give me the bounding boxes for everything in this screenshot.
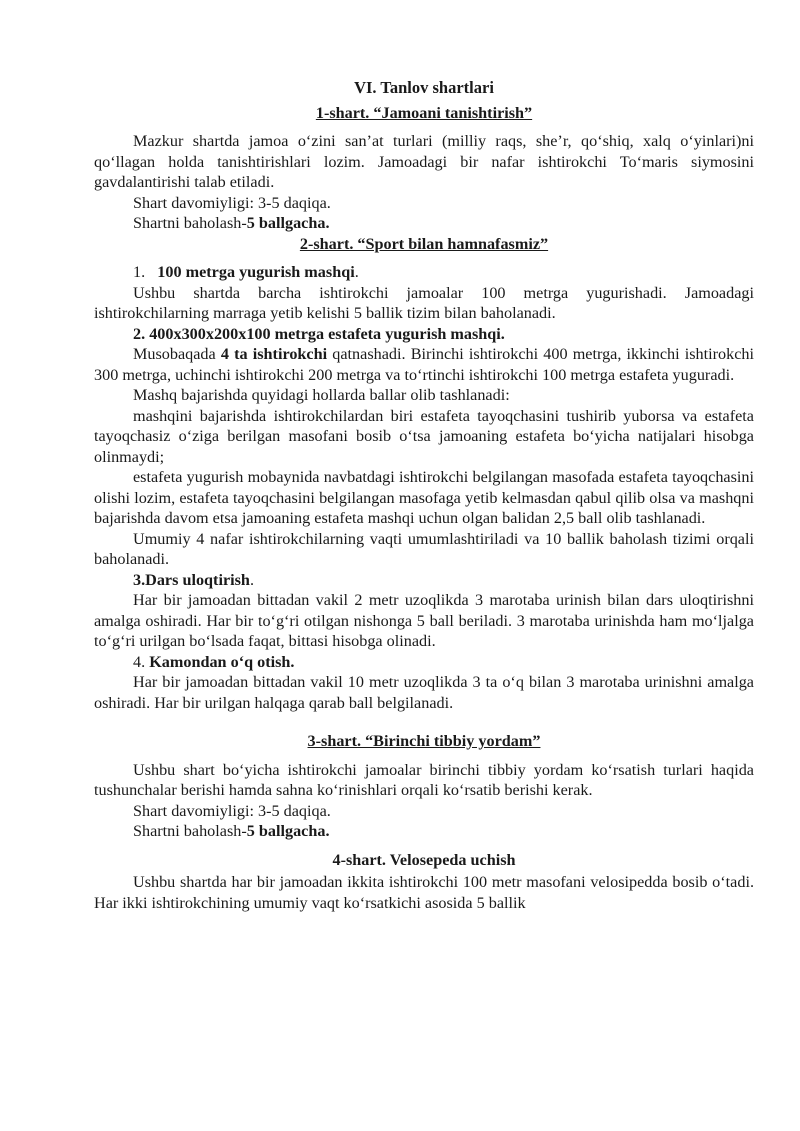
- score-value: 5 ballgacha.: [246, 822, 330, 840]
- item1-heading: [94, 262, 754, 283]
- shart1-description: Mazkur shartda jamoa o‘zini san’at turlari (milliy raqs, she’r, qo‘shiq, xalq o‘yinlari)ni qo‘llagan holda tanishtirishlari lozim. Jamoadagi bir nafar ishtirokchi To‘maris siymosini gavdalantirishi talab etiladi.: [94, 132, 754, 191]
- score-prefix: Shartni baholash-: [133, 214, 247, 232]
- item1-number: 1.: [133, 263, 146, 281]
- document-content: [94, 74, 754, 913]
- item2-paragraph-4: estafeta yugurish mobaynida navbatdagi ishtirokchi belgilangan masofada estafeta tayoqchasini olishi lozim, estafeta tayoqchasini belgilangan masofaga yetib kelmasdan qabul qilib olsa va mashqni bajarishda davom etsa jamoaning estafeta mashqi uchun olgan balidan 2,5 ball olib tashlanadi.: [94, 468, 754, 527]
- spacer: [94, 713, 754, 731]
- main-title: VI. Tanlov shartlari: [354, 78, 494, 97]
- item4-title: Kamondan o‘q otish.: [149, 652, 295, 671]
- item3-heading: [94, 570, 754, 591]
- item2-title: 2. 400x300x200x100 metrga estafeta yugurish mashqi.: [133, 324, 505, 343]
- item4-heading: [94, 652, 754, 673]
- item1-dot: .: [354, 263, 359, 281]
- item2-paragraph-5: Umumiy 4 nafar ishtirokchilarning vaqti umumlashtiriladi va 10 ballik baholash tizimi orqali baholanadi.: [94, 529, 754, 568]
- shart3-description: Ushbu shart bo‘yicha ishtirokchi jamoalar birinchi tibbiy yordam ko‘rsatish turlari haqida tushunchalar berishi hamda sahna ko‘rinishlari orqali ko‘rsatib berishi kerak.: [94, 760, 754, 799]
- item1-description: Ushbu shartda barcha ishtirokchi jamoalar 100 metrga yugurishadi. Jamoadagi ishtirokchilarning marraga yetib kelishi 5 ballik tizim bilan baholanadi.: [94, 283, 754, 322]
- shart3-duration: Shart davomiyligi: 3-5 daqiqa.: [133, 801, 331, 820]
- item3-title: 3.Dars uloqtirish: [133, 570, 250, 589]
- shart1-score: [94, 213, 754, 234]
- item2-paragraph-2: Mashq bajarishda quyidagi hollarda ballar olib tashlanadi:: [133, 386, 510, 404]
- item4-number: 4.: [133, 652, 150, 671]
- item3-description: Har bir jamoadan bittadan vakil 2 metr uzoqlikda 3 marotaba urinish bilan dars uloqtirishni amalga oshiradi. Har bir to‘g‘ri otilgan nishonga 5 ball beriladi. 3 marotaba urinishda ham mo‘ljalga to‘g‘ri urilgan bo‘lsada faqat, bittasi hisobga olinadi.: [94, 591, 754, 650]
- shart4-title: 4-shart. Velosepeda uchish: [332, 850, 516, 869]
- shart1-duration: Shart davomiyligi: 3-5 daqiqa.: [133, 193, 331, 212]
- shart3-title: 3-shart. “Birinchi tibbiy yordam”: [307, 732, 541, 750]
- item2-paragraph-3: mashqini bajarishda ishtirokchilardan biri estafeta tayoqchasini tushirib yuborsa va estafeta tayoqchasiz o‘ziga berilgan masofani bosib o‘tsa jamoaning estafeta bo‘yicha natijalari hisobga olinmaydi;: [94, 406, 754, 466]
- shart2-title: 2-shart. “Sport bilan hamnafasmiz”: [299, 234, 549, 253]
- item2-p1-a: Musobaqada: [133, 345, 221, 363]
- item2-p1-b: qatnashadi. Birinchi ishtirokchi 400 metrga, ikkinchi ishtirokchi 300 metrga, uchinchi ishtirokchi 200 metrga va to‘rtinchi ishtirokchi 100 metrga estafeta yuguradi.: [94, 345, 754, 384]
- shart3-score: [94, 821, 754, 842]
- score-value: 5 ballgacha.: [246, 214, 330, 232]
- item1-title: 100 metrga yugurish mashqi: [157, 263, 355, 281]
- score-prefix: Shartni baholash-: [133, 822, 247, 840]
- item4-description: Har bir jamoadan bittadan vakil 10 metr uzoqlikda 3 ta o‘q bilan 3 marotaba urinishni amalga oshiradi. Har bir urilgan halqaga qarab ball belgilanadi.: [94, 673, 754, 712]
- item2-p1-bold: 4 ta ishtirokchi: [220, 345, 328, 363]
- shart1-title: 1-shart. “Jamoani tanishtirish”: [315, 103, 533, 122]
- shart4-description: Ushbu shartda har bir jamoadan ikkita ishtirokchi 100 metr masofani velosipedda bosib o‘tadi. Har ikki ishtirokchining umumiy vaqt ko‘rsatkichi asosida 5 ballik: [94, 873, 754, 912]
- item2-paragraph-1: [94, 344, 754, 385]
- item3-dot: .: [249, 570, 254, 589]
